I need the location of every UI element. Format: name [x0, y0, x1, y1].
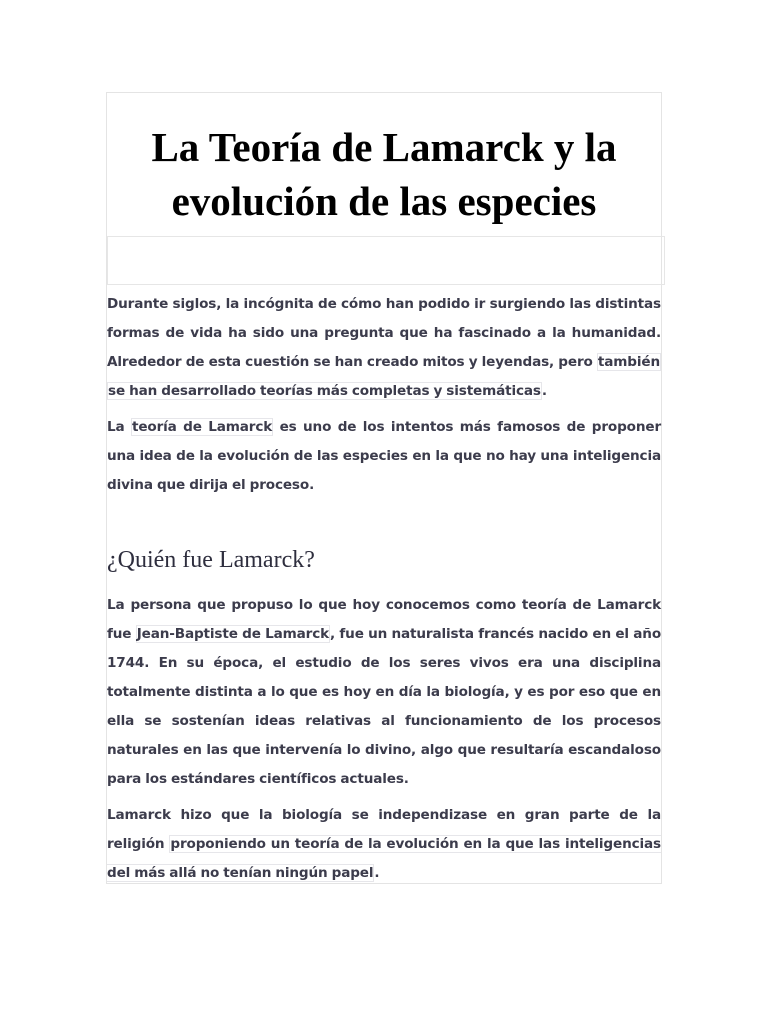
paragraph-text: , fue un naturalista francés nacido en el año 1744. En su época, el estudio de los seres vivos era una disciplina totalmente distinta a lo que es hoy en día la biología, y es por eso que en ella se sostenían ideas relativas al funcionamiento de los procesos naturales en las que intervenía lo divino, algo que resultaría escandaloso para los estándares científicos actuales. — [107, 626, 662, 787]
title-box — [107, 120, 661, 228]
paragraph-biography — [107, 591, 661, 794]
section-heading: ¿Quién fue Lamarck? — [107, 547, 315, 573]
paragraph-text: . — [541, 383, 547, 399]
document-title: La Teoría de Lamarck y la evolución de las especies — [151, 124, 617, 224]
paragraph-lamarck-theory — [107, 413, 661, 500]
link-teorias-sistematicas[interactable]: se han desarrollado teorías más completas y sistemáticas — [108, 383, 541, 399]
paragraph-text: es uno de los intentos más famosos de proponer una idea de la evolución de las especies en la que no hay una inteligencia divina que dirija el proceso. — [107, 419, 662, 493]
paragraph-text: La persona que propuso lo que hoy conocemos como teoría de Lamarck fue — [107, 597, 661, 642]
article-body — [107, 290, 661, 895]
link-teoria-evolucion[interactable]: proponiendo un teoría de la evolución en la que las inteligencias del más allá no tenían ningún papel — [107, 836, 661, 881]
paragraph-intro — [107, 290, 661, 406]
link-jean-baptiste[interactable]: Jean-Baptiste de Lamarck — [136, 626, 330, 642]
paragraph-text: . — [374, 865, 380, 881]
empty-block — [107, 236, 665, 285]
paragraph-religion — [107, 801, 661, 888]
link-teoria-lamarck[interactable]: teoría de Lamarck — [131, 419, 273, 435]
paragraph-text: Durante siglos, la incógnita de cómo han podido ir surgiendo las distintas formas de vida ha sido una pregunta que ha fascinado a la humanidad. Alrededor de esta cuestión se han creado mitos y leyendas, pero — [107, 296, 661, 370]
paragraph-text: Lamarck hizo que la biología se independizase en gran parte de la religión — [107, 807, 661, 852]
paragraph-text: La — [107, 419, 131, 435]
link-tambien[interactable]: también — [597, 354, 660, 370]
